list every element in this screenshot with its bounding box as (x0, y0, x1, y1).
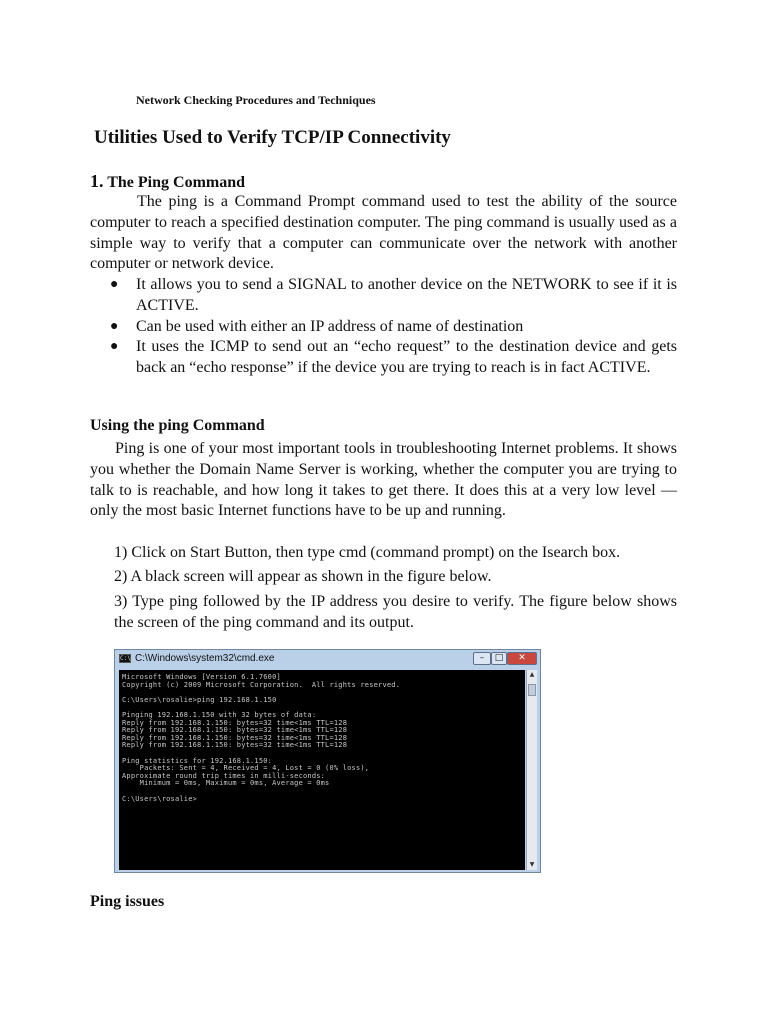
cmd-window-title: C:\Windows\system32\cmd.exe (135, 653, 275, 664)
ping-intro-paragraph: The ping is a Command Prompt command used to test the ability of the source computer to reach a specified destination computer. The ping command is usually used as a simple way to verify that a computer can communicate over the network with another computer or network device. (90, 193, 677, 273)
console-line: Copyright (c) 2009 Microsoft Corporation. All rights reserved. (122, 680, 401, 689)
console-line: Reply from 192.168.1.150: bytes=32 time<1ms TTL=128 (122, 726, 348, 735)
using-ping-heading: Using the ping Command (90, 417, 265, 434)
close-icon: ✕ (518, 653, 526, 663)
list-item-text: Can be used with either an IP address of name of destination (136, 317, 524, 335)
cmd-console-output (119, 670, 525, 870)
cmd-scrollbar[interactable] (526, 670, 537, 870)
step-2: 2) A black screen will appear as shown in the figure below. (114, 568, 492, 585)
scroll-up-arrow-icon[interactable]: ▲ (529, 671, 535, 678)
bullet-icon: ● (110, 277, 119, 292)
scroll-down-arrow-icon[interactable]: ▼ (529, 861, 535, 868)
section-number: 1. (90, 171, 104, 191)
minimize-button[interactable] (473, 652, 491, 665)
console-line: Microsoft Windows [Version 6.1.7600] (122, 673, 281, 681)
list-item (90, 337, 677, 379)
ping-features-list (90, 275, 677, 379)
console-line: Minimum = 0ms, Maximum = 0ms, Average = 0ms (122, 779, 330, 788)
cmd-app-icon: C:\ (120, 655, 131, 662)
step-1: 1) Click on Start Button, then type cmd (command prompt) on the Isearch box. (114, 544, 621, 561)
ping-issues-heading: Ping issues (90, 893, 165, 910)
cmd-window-figure (114, 649, 541, 873)
console-line: Pinging 192.168.1.150 with 32 bytes of data: (122, 711, 317, 719)
section-heading-text: The Ping Command (107, 174, 246, 191)
console-line: Reply from 192.168.1.150: bytes=32 time<1ms TTL=128 (122, 718, 348, 727)
bullet-icon: ● (110, 318, 119, 334)
using-ping-paragraph: Ping is one of your most important tools in troubleshooting Internet problems. It shows you whether the Domain Name Server is working, whether the computer you are trying to talk to is reachable, and how long it takes to get there. It does this at a very low level — only the most basic Internet functions have to be up and running. (90, 440, 677, 520)
document-header: Network Checking Procedures and Techniques (136, 93, 376, 107)
maximize-button[interactable] (491, 652, 507, 665)
bullet-icon: ● (110, 339, 119, 355)
console-line: Reply from 192.168.1.150: bytes=32 time<1ms TTL=128 (122, 741, 348, 750)
scroll-thumb[interactable] (528, 684, 536, 696)
list-item (90, 317, 677, 338)
list-item-text: It uses the ICMP to send out an “echo request” to the destination device and gets back an “echo response” if the device you are trying to reach is in fact ACTIVE. (136, 338, 677, 377)
cmd-titlebar (115, 650, 540, 668)
step-3: 3) Type ping followed by the IP address you desire to verify. The figure below shows the screen of the ping command and its output. (114, 593, 677, 631)
console-line: Packets: Sent = 4, Received = 4, Lost = 0 (0% loss), (122, 764, 370, 773)
maximize-icon: □ (494, 653, 504, 663)
console-line: C:\Users\rosalie>ping 192.168.1.150 (122, 695, 277, 704)
console-line: Approximate round trip times in milli-seconds: (122, 771, 326, 780)
list-item-text: It allows you to send a SIGNAL to another device on the NETWORK to see if it is ACTIVE. (136, 276, 677, 314)
page-title: Utilities Used to Verify TCP/IP Connectivity (94, 127, 451, 148)
console-line: C:\Users\rosalie> (122, 794, 198, 803)
close-button[interactable] (507, 652, 537, 665)
console-line: Reply from 192.168.1.150: bytes=32 time<1ms TTL=128 (122, 733, 348, 742)
console-line: Ping statistics for 192.168.1.150: (122, 756, 273, 765)
section-heading-ping-command (90, 171, 245, 192)
list-item (90, 275, 677, 317)
minimize-icon: – (479, 653, 485, 663)
